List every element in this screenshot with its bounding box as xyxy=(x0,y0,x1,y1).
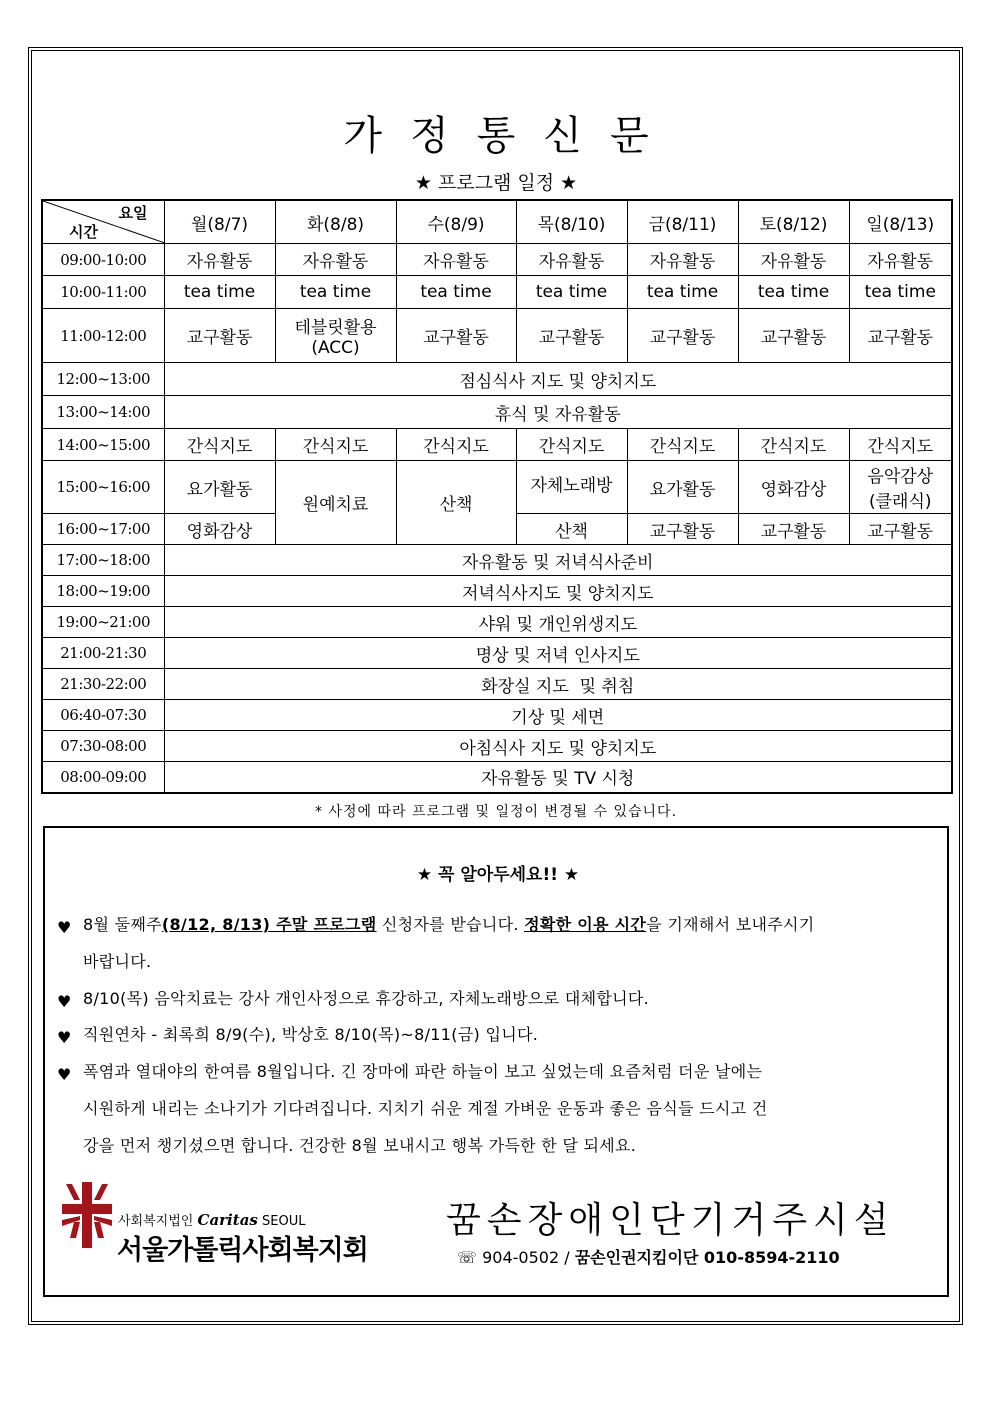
notice-text: 바랍니다. xyxy=(83,952,152,971)
contact-line xyxy=(457,1245,840,1268)
page-title: 가정통신문 xyxy=(343,113,677,159)
table-row xyxy=(42,396,952,429)
time-cell: 10:00-11:00 xyxy=(42,276,164,309)
schedule-note: * 사정에 따라 프로그램 및 일정이 변경될 수 있습니다. xyxy=(314,804,678,820)
day-header: 토(8/12) xyxy=(738,200,849,244)
time-cell: 06:40-07:30 xyxy=(42,700,164,731)
activity-cell: 테블릿활용 (ACC) xyxy=(275,309,396,363)
table-row xyxy=(42,276,952,309)
activity-cell: 요가활동 xyxy=(164,461,275,514)
activity-cell: 자유활동 xyxy=(275,244,396,276)
activity-cell: 자유활동 xyxy=(516,244,627,276)
span-cell: 자유활동 및 저녁식사준비 xyxy=(164,545,952,576)
time-cell: 14:00~15:00 xyxy=(42,429,164,461)
activity-cell: 교구활동 xyxy=(627,309,738,363)
table-row xyxy=(42,545,952,576)
org-prefix xyxy=(118,1210,305,1229)
time-cell: 21:00-21:30 xyxy=(42,638,164,669)
activity-cell: 교구활동 xyxy=(849,514,952,545)
activity-cell: 간식지도 xyxy=(275,429,396,461)
org-caritas: Caritas xyxy=(197,1211,258,1229)
time-cell: 12:00~13:00 xyxy=(42,363,164,396)
activity-cell: 교구활동 xyxy=(164,309,275,363)
notice-text: 폭염과 열대야의 한여름 8월입니다. 긴 장마에 파란 하늘이 보고 싶었는데 요즘처럼 더운 날에는 xyxy=(83,1062,763,1081)
time-cell: 07:30-08:00 xyxy=(42,731,164,762)
table-row xyxy=(42,607,952,638)
facility-name: 꿈손장애인단기거주시설 xyxy=(446,1200,895,1241)
span-cell: 자유활동 및 TV 시청 xyxy=(164,762,952,793)
day-header: 수(8/9) xyxy=(396,200,516,244)
activity-cell: 산책 xyxy=(516,514,627,545)
span-cell: 명상 및 저녁 인사지도 xyxy=(164,638,952,669)
heart-icon: ♥ xyxy=(57,1028,72,1047)
schedule-subtitle: ★ 프로그램 일정 ★ xyxy=(414,172,578,194)
activity-cell: tea time xyxy=(627,276,738,309)
table-row xyxy=(42,429,952,461)
day-header: 월(8/7) xyxy=(164,200,275,244)
activity-cell: 간식지도 xyxy=(627,429,738,461)
table-row xyxy=(42,669,952,700)
heart-icon: ♥ xyxy=(57,992,72,1011)
time-cell: 13:00~14:00 xyxy=(42,396,164,429)
activity-cell: 영화감상 xyxy=(164,514,275,545)
caritas-logo xyxy=(60,1180,114,1250)
notice-text: 을 기재해서 보내주시기 xyxy=(646,915,815,934)
table-row xyxy=(42,576,952,607)
heart-icon: ♥ xyxy=(57,1065,72,1084)
activity-cell: 간식지도 xyxy=(396,429,516,461)
day-header: 일(8/13) xyxy=(849,200,952,244)
notice-text: 시원하게 내리는 소나기가 기다려집니다. 지치기 쉬운 계절 가벼운 운동과 좋은 음식들 드시고 건 xyxy=(83,1099,768,1118)
day-header: 목(8/10) xyxy=(516,200,627,244)
notice-item-1 xyxy=(83,906,913,980)
notice-item-3: 직원연차 - 최록희 8/9(수), 박상호 8/10(목)~8/11(금) 입니다. xyxy=(83,1025,539,1044)
table-row xyxy=(42,461,952,514)
activity-cell: 교구활동 xyxy=(516,309,627,363)
activity-cell: 교구활동 xyxy=(627,514,738,545)
activity-cell: 영화감상 xyxy=(738,461,849,514)
notice-text: 신청자를 받습니다. xyxy=(376,915,525,934)
activity-cell: 간식지도 xyxy=(164,429,275,461)
activity-cell: tea time xyxy=(396,276,516,309)
activity-cell: 자유활동 xyxy=(738,244,849,276)
table-row xyxy=(42,244,952,276)
corner-day-label: 요일 xyxy=(118,204,148,222)
activity-cell: 자유활동 xyxy=(849,244,952,276)
notice-item-2: 8/10(목) 음악치료는 강사 개인사정으로 휴강하고, 자체노래방으로 대체합니다. xyxy=(83,989,649,1008)
time-cell: 19:00~21:00 xyxy=(42,607,164,638)
span-cell: 화장실 지도 및 취침 xyxy=(164,669,952,700)
time-cell: 16:00~17:00 xyxy=(42,514,164,545)
span-cell: 기상 및 세면 xyxy=(164,700,952,731)
heart-icon: ♥ xyxy=(57,918,72,937)
org-prefix-text: 사회복지법인 xyxy=(118,1214,194,1229)
activity-cell: tea time xyxy=(516,276,627,309)
activity-cell: 간식지도 xyxy=(516,429,627,461)
activity-cell: 교구활동 xyxy=(396,309,516,363)
span-cell: 점심식사 지도 및 양치지도 xyxy=(164,363,952,396)
time-cell: 17:00~18:00 xyxy=(42,545,164,576)
activity-cell: 자유활동 xyxy=(164,244,275,276)
activity-cell: 교구활동 xyxy=(738,309,849,363)
notice-text: 강을 먼저 챙기셨으면 합니다. 건강한 8월 보내시고 행복 가득한 한 달 되세요. xyxy=(83,1136,637,1155)
time-cell: 21:30-22:00 xyxy=(42,669,164,700)
activity-cell: 자유활동 xyxy=(627,244,738,276)
notice-underline: 정확한 이용 시간 xyxy=(524,915,647,934)
contact-rights: 꿈손인권지킴이단 010-8594-2110 xyxy=(574,1248,840,1267)
notice-item-4 xyxy=(83,1053,913,1164)
time-cell: 18:00~19:00 xyxy=(42,576,164,607)
time-cell: 15:00~16:00 xyxy=(42,461,164,514)
activity-cell: 교구활동 xyxy=(738,514,849,545)
day-header: 화(8/8) xyxy=(275,200,396,244)
activity-cell: 산책 xyxy=(396,461,516,545)
table-row xyxy=(42,731,952,762)
notice-title: ★ 꼭 알아두세요!! ★ xyxy=(416,865,580,885)
span-cell: 아침식사 지도 및 양치지도 xyxy=(164,731,952,762)
table-row xyxy=(42,363,952,396)
corner-cell xyxy=(42,200,164,244)
table-row xyxy=(42,309,952,363)
time-cell: 11:00-12:00 xyxy=(42,309,164,363)
span-cell: 샤워 및 개인위생지도 xyxy=(164,607,952,638)
activity-cell: 음악감상 (클래식) xyxy=(849,461,952,514)
header-row xyxy=(42,200,952,244)
activity-cell: tea time xyxy=(738,276,849,309)
table-row xyxy=(42,700,952,731)
activity-cell: 교구활동 xyxy=(849,309,952,363)
activity-cell: 원예치료 xyxy=(275,461,396,545)
corner-time-label: 시간 xyxy=(69,223,98,241)
activity-cell: 간식지도 xyxy=(849,429,952,461)
span-cell: 휴식 및 자유활동 xyxy=(164,396,952,429)
span-cell: 저녁식사지도 및 양치지도 xyxy=(164,576,952,607)
org-seoul: SEOUL xyxy=(262,1214,306,1229)
activity-cell: 자유활동 xyxy=(396,244,516,276)
notice-text: 8월 둘째주 xyxy=(83,915,162,934)
activity-cell: 간식지도 xyxy=(738,429,849,461)
notice-underline: (8/12, 8/13) 주말 프로그램 xyxy=(161,915,377,934)
table-row xyxy=(42,638,952,669)
phone-number: ☏ 904-0502 / xyxy=(457,1248,570,1267)
activity-cell: 요가활동 xyxy=(627,461,738,514)
activity-cell: tea time xyxy=(275,276,396,309)
org-name: 서울가톨릭사회복지회 xyxy=(117,1235,368,1266)
activity-cell: tea time xyxy=(164,276,275,309)
table-row xyxy=(42,762,952,793)
activity-cell: tea time xyxy=(849,276,952,309)
activity-cell: 자체노래방 xyxy=(516,461,627,514)
time-cell: 09:00-10:00 xyxy=(42,244,164,276)
schedule-table xyxy=(41,199,953,794)
time-cell: 08:00-09:00 xyxy=(42,762,164,793)
day-header: 금(8/11) xyxy=(627,200,738,244)
